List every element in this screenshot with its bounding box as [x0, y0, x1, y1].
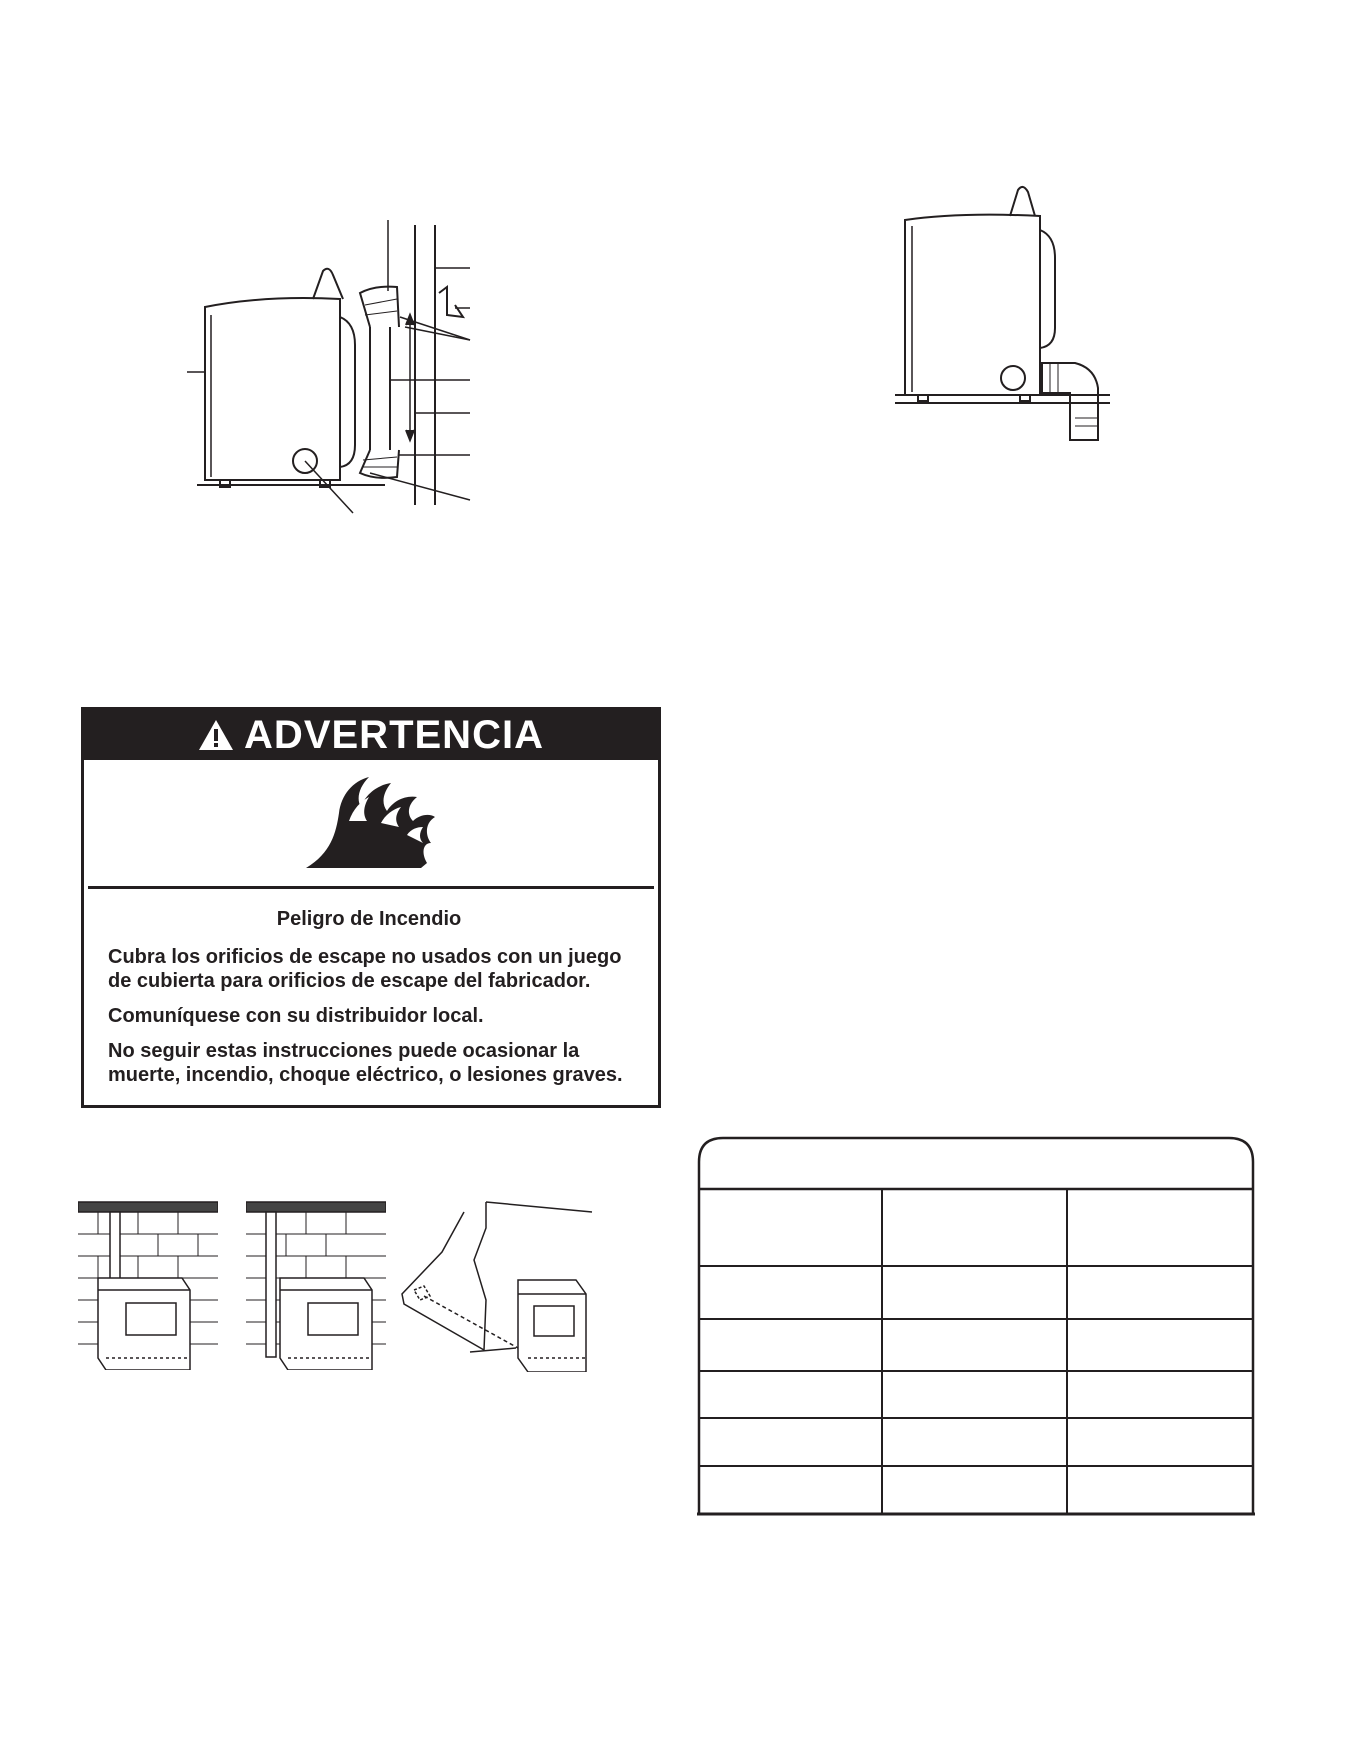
warning-box	[81, 707, 661, 1108]
installation-wall-vent-illustration	[78, 1198, 218, 1370]
warning-subtitle: Peligro de Incendio	[276, 908, 462, 930]
warning-header	[84, 710, 658, 760]
dryer-periscope-diagram	[175, 215, 485, 515]
warning-line: Cubra los orificios de escape no usados con un juego de cubierta para orificios de escape del fabricador.	[108, 946, 622, 992]
fire-icon	[301, 773, 441, 873]
fire-picture	[88, 760, 654, 889]
installation-floor-vent-illustration	[246, 1198, 386, 1370]
warning-title: ADVERTENCIA	[244, 713, 544, 757]
vent-length-table	[697, 1136, 1255, 1516]
installation-side-vent-illustration	[400, 1200, 600, 1372]
dryer-side-exhaust-diagram	[890, 178, 1125, 448]
warning-triangle-icon	[198, 719, 234, 751]
table-grid	[697, 1136, 1255, 1516]
warning-line: No seguir estas instrucciones puede ocasionar la muerte, incendio, choque eléctrico, o lesiones graves.	[108, 1040, 623, 1086]
warning-body	[84, 889, 658, 1087]
warning-line: Comuníquese con su distribuidor local.	[108, 1005, 484, 1027]
